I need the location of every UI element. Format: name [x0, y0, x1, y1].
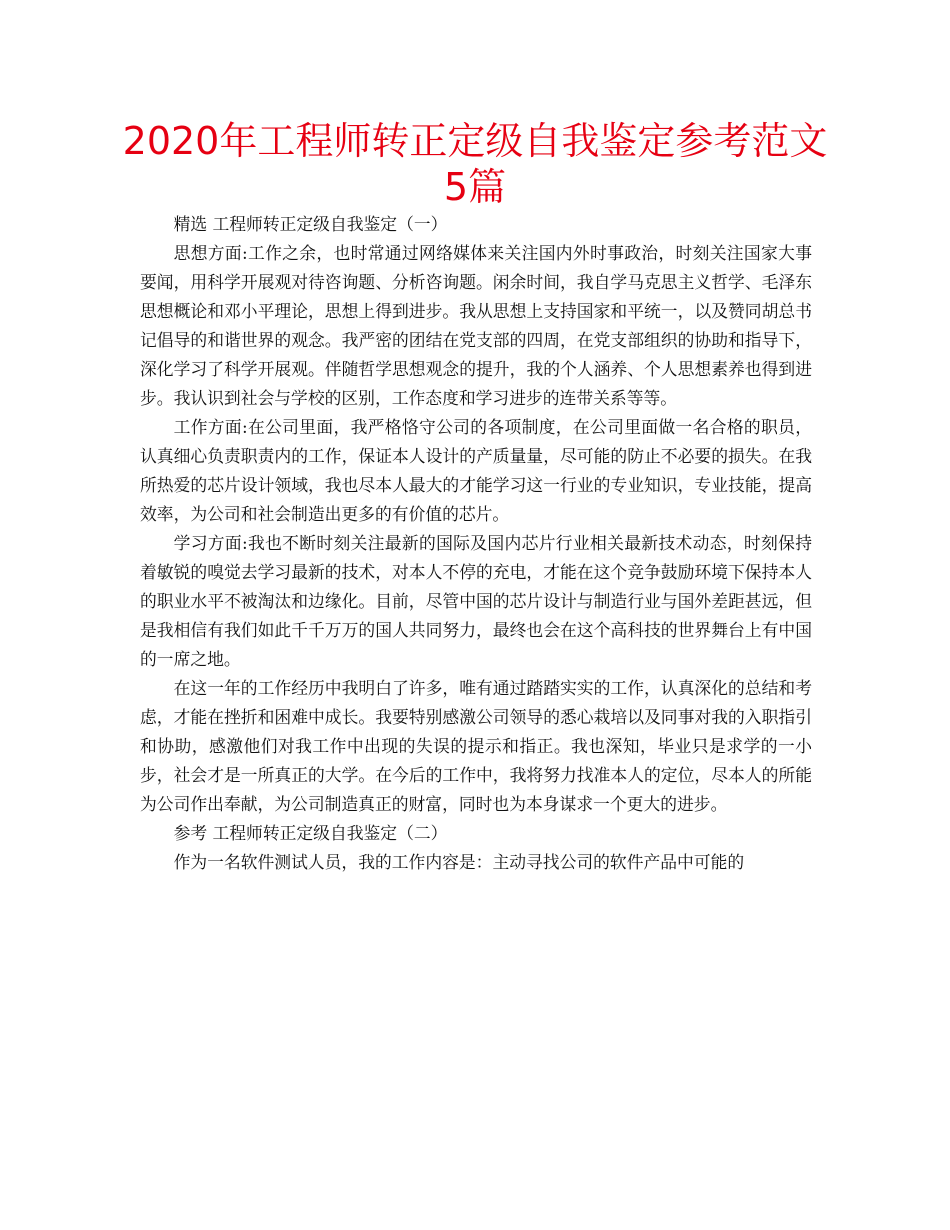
paragraph-study: 学习方面:我也不断时刻关注最新的国际及国内芯片行业相关最新技术动态，时刻保持着敏锐的嗅觉去学习最新的技术，对本人不停的充电，才能在这个竞争鼓励环境下保持本人的职业水平不被淘汰和边缘化。目前，尽管中国的芯片设计与制造行业与国外差距甚远，但是我相信有我们如此千千万万的国人共同努力，最终也会在这个高科技的世界舞台上有中国的一席之地。	[140, 533, 812, 669]
document-title-line-2: 5篇	[443, 165, 507, 209]
paragraph-tester-intro: 作为一名软件测试人员，我的工作内容是：主动寻找公司的软件产品中可能的	[173, 852, 745, 872]
document-body	[140, 210, 812, 877]
paragraph-summary: 在这一年的工作经历中我明白了许多，唯有通过踏踏实实的工作，认真深化的总结和考虑，才能在挫折和困难中成长。我要特别感激公司领导的悉心栽培以及同事对我的入职指引和协助，感激他们对我工作中出现的失误的提示和指正。我也深知，毕业只是求学的一小步，社会才是一所真正的大学。在今后的工作中，我将努力找准本人的定位，尽本人的所能为公司作出奉献，为公司制造真正的财富，同时也为本身谋求一个更大的进步。	[140, 678, 812, 814]
document-title-line-1: 2020年工程师转正定级自我鉴定参考范文	[122, 119, 828, 163]
paragraph-work: 工作方面:在公司里面，我严格恪守公司的各项制度，在公司里面做一名合格的职员，认真细心负责职责内的工作，保证本人设计的产质量量，尽可能的防止不必要的损失。在我所热爱的芯片设计领域，我也尽本人最大的才能学习这一行业的专业知识，专业技能，提高效率，为公司和社会制造出更多的有价值的芯片。	[140, 417, 812, 524]
section-heading-1: 精选 工程师转正定级自我鉴定（一）	[173, 214, 448, 234]
document-title	[120, 118, 830, 210]
paragraph-thought: 思想方面:工作之余，也时常通过网络媒体来关注国内外时事政治，时刻关注国家大事要闻，用科学开展观对待咨询题、分析咨询题。闲余时间，我自学马克思主义哲学、毛泽东思想概论和邓小平理论，思想上得到进步。我从思想上支持国家和平统一，以及赞同胡总书记倡导的和谐世界的观念。我严密的团结在党支部的四周，在党支部组织的协助和指导下，深化学习了科学开展观。伴随哲学思想观念的提升，我的个人涵养、个人思想素养也得到进步。我认识到社会与学校的区别，工作态度和学习进步的连带关系等等。	[140, 243, 812, 408]
section-heading-2: 参考 工程师转正定级自我鉴定（二）	[173, 823, 448, 843]
